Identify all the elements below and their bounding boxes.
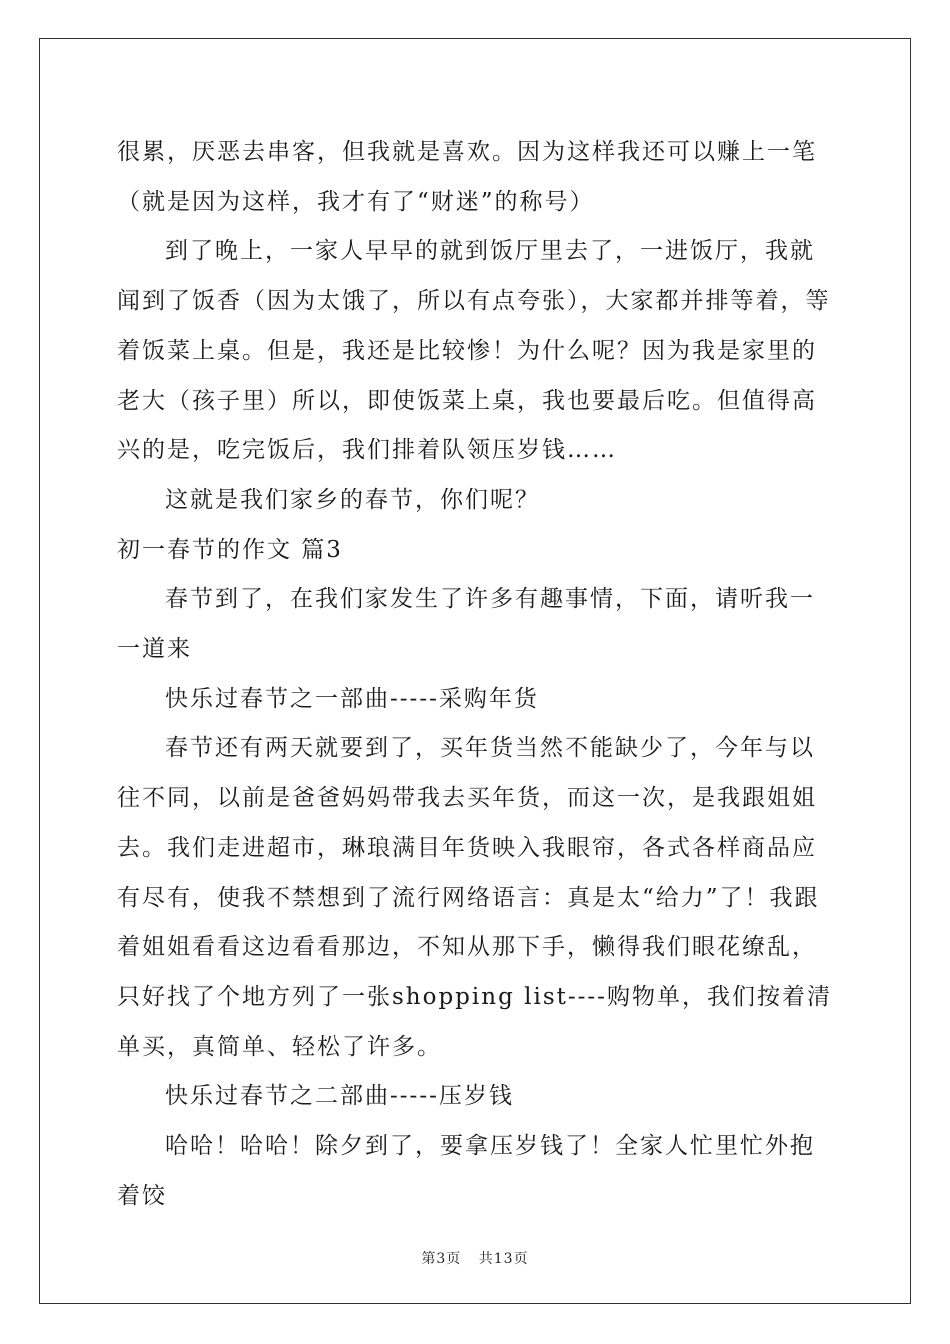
subheading: 快乐过春节之二部曲-----压岁钱 bbox=[165, 1083, 514, 1110]
paragraph: 这就是我们家乡的春节，你们呢？ bbox=[165, 486, 540, 513]
paragraph: 到了晚上，一家人早早的就到饭厅里去了，一进饭厅，我就闻到了饭香（因为太饿了，所以有点夸张），大家都并排等着，等着饭菜上桌。但是，我还是比较惨！为什么呢？因为我是家里的老大（孩子里）所以，即使饭菜上桌，我也要最后吃。但值得高兴的是，吃完饭后，我们排着队领压岁钱…… bbox=[117, 238, 831, 464]
section-title: 初一春节的作文 篇3 bbox=[117, 536, 343, 563]
document-body bbox=[117, 128, 833, 1221]
page-total: 共13页 bbox=[478, 1251, 529, 1267]
page-number: 第3页 bbox=[421, 1251, 462, 1267]
paragraph: 春节到了，在我们家发生了许多有趣事情，下面，请听我一一道来 bbox=[117, 586, 815, 663]
subheading: 快乐过春节之一部曲-----采购年货 bbox=[165, 685, 539, 712]
paragraph: 春节还有两天就要到了，买年货当然不能缺少了，今年与以往不同，以前是爸爸妈妈带我去买年货，而这一次，是我跟姐姐去。我们走进超市，琳琅满目年货映入我眼帘，各式各样商品应有尽有，使我不禁想到了流行网络语言：真是太“给力”了！我跟着姐姐看看这边看看那边，不知从那下手，懒得我们眼花缭乱，只好找了个地方列了一张shopping list----购物单，我们按着清单买，真简单、轻松了许多。 bbox=[117, 735, 832, 1060]
paragraph: 哈哈！哈哈！除夕到了，要拿压岁钱了！全家人忙里忙外抱着饺 bbox=[117, 1133, 815, 1209]
paragraph: 很累，厌恶去串客，但我就是喜欢。因为这样我还可以赚上一笔（就是因为这样，我才有了“财迷”的称号） bbox=[117, 139, 817, 215]
page-footer bbox=[0, 1248, 950, 1268]
